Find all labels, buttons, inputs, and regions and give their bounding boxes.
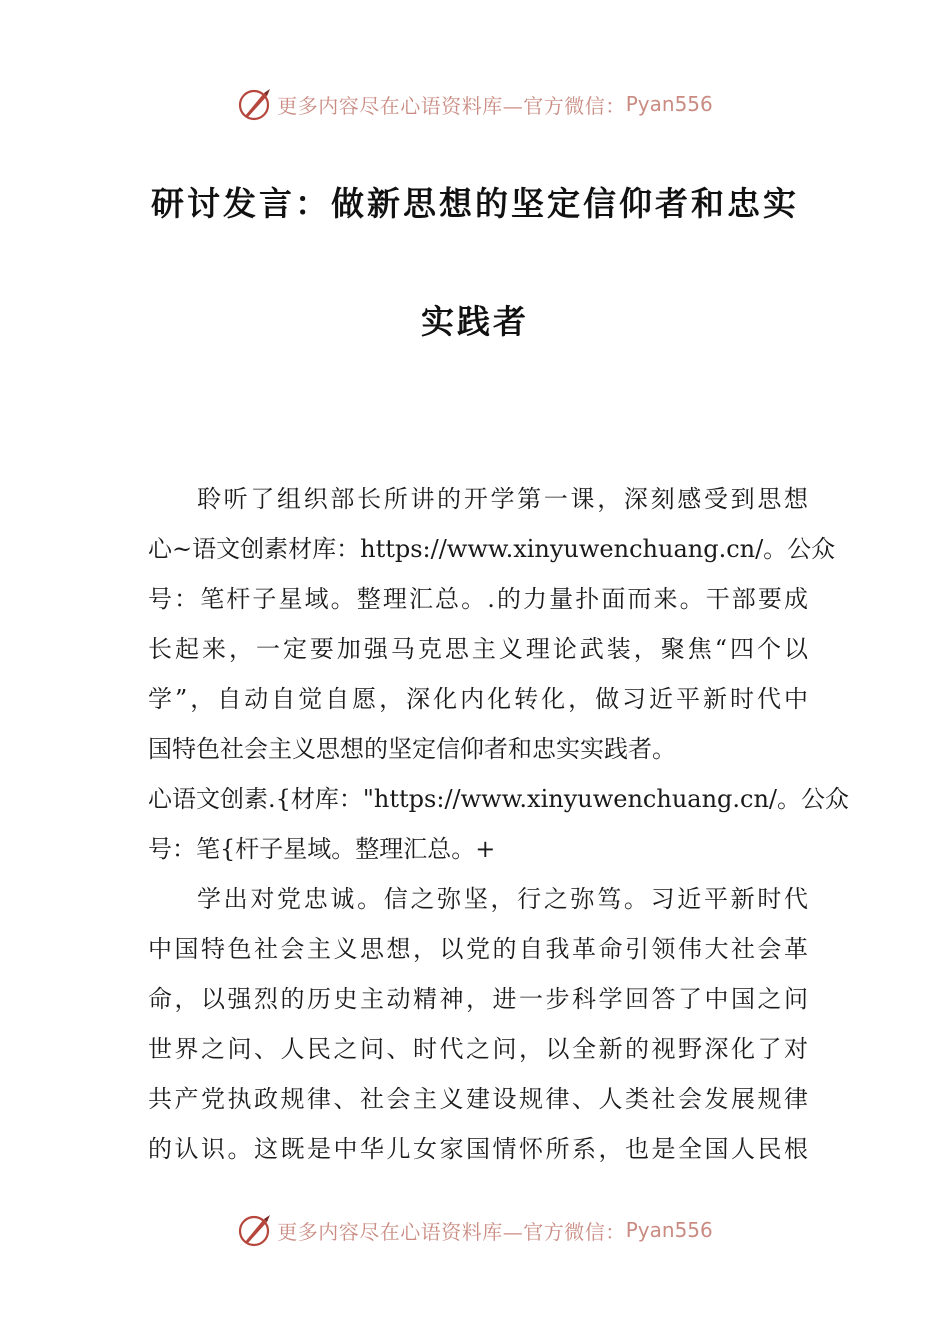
header-banner xyxy=(0,84,950,124)
banner-text: 更多内容尽在心语资料库—官方微信： xyxy=(277,1219,626,1244)
body-line: 心~语文创素材库：https://www.xinyuwenchuang.cn/。公众 xyxy=(148,535,836,563)
wechat-id: Pyan556 xyxy=(625,92,713,116)
body-line: 世界之问、人民之问、时代之问，以全新的视野深化了对 xyxy=(148,1035,808,1063)
body-line: 号：笔{杆子星域。整理汇总。+ xyxy=(148,835,496,863)
body-line: 国特色社会主义思想的坚定信仰者和忠实实践者。 xyxy=(148,735,676,763)
quill-logo-icon xyxy=(237,1212,273,1248)
page-title-line-2: 实践者 xyxy=(421,302,529,341)
body-line: 聆听了组织部长所讲的开学第一课，深刻感受到思想 xyxy=(197,485,808,513)
wechat-id: Pyan556 xyxy=(625,1218,713,1242)
body-line: 学出对党忠诚。信之弥坚，行之弥笃。习近平新时代 xyxy=(197,885,808,913)
quill-logo-icon xyxy=(237,86,273,122)
body-line: 中国特色社会主义思想，以党的自我革命引领伟大社会革 xyxy=(148,935,808,963)
body-line: 长起来，一定要加强马克思主义理论武装，聚焦“四个以 xyxy=(148,635,808,663)
footer-banner xyxy=(0,1210,950,1250)
body-line: 号：笔杆子星域。整理汇总。.的力量扑面而来。干部要成 xyxy=(148,585,808,613)
body-line: 共产党执政规律、社会主义建设规律、人类社会发展规律 xyxy=(148,1085,808,1113)
body-line: 心语文创素.{材库："https://www.xinyuwenchuang.cn/。公众 xyxy=(148,785,850,813)
body-line: 学”，自动自觉自愿，深化内化转化，做习近平新时代中 xyxy=(148,685,808,713)
page-title-line-1: 研讨发言：做新思想的坚定信仰者和忠实 xyxy=(151,184,799,223)
body-line: 的认识。这既是中华儿女家国情怀所系，也是全国人民根 xyxy=(148,1135,808,1163)
body-line: 命，以强烈的历史主动精神，进一步科学回答了中国之问 xyxy=(148,985,808,1013)
banner-text: 更多内容尽在心语资料库—官方微信： xyxy=(277,93,626,118)
